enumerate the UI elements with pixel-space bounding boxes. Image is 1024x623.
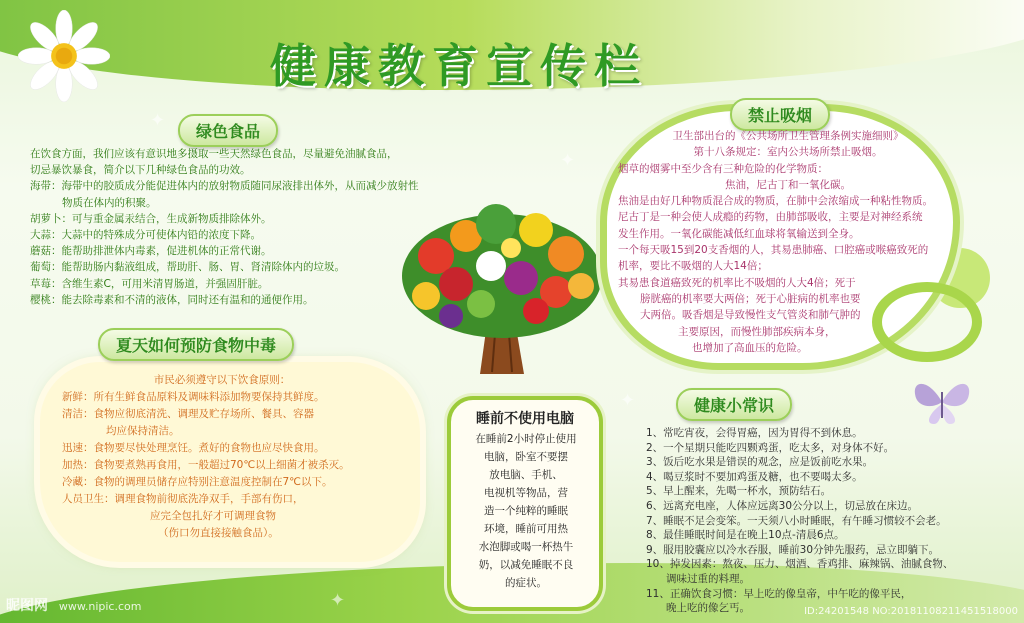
green-food-line: 大蒜：大蒜中的特殊成分可使体内铅的浓度下降。 [30,229,261,242]
summer-line: 市民必须遵守以下饮食原则： [153,374,291,386]
summer-line: 新鲜：所有生鲜食品原料及调味料添加物要保持其鲜度。 [62,391,325,403]
green-food-line: 草莓：含维生素C，可用米清胃肠道，并强固肝脏。 [30,277,269,290]
star-icon: ✦ [150,110,166,131]
smoking-line: 发生作用。一氧化碳能减低红血球将氧输送到全身。 [618,227,860,240]
computer-line: 水泡脚或喝一杯热牛 [478,541,574,553]
summer-line: 应完全包扎好才可调理食物 [150,510,276,522]
computer-line: 环境，睡前可用热 [484,523,568,535]
summer-line: 加热：食物要煮熟再食用，一般超过70℃以上细菌才被杀灭。 [62,459,350,471]
smoking-line: 一个每天吸15到20支香烟的人，其易患肺癌、口腔癌或喉癌致死的 [618,244,929,257]
summer-line: 人员卫生：调理食物前彻底洗净双手，手部有伤口， [62,493,304,505]
summer-line: 均应保持清洁。 [106,425,180,437]
tips-label: 健康小常识 [676,388,792,421]
smoking-label: 禁止吸烟 [730,98,830,131]
green-food-line: 切忌暴饮暴食，简介以下几种绿色食品的功效。 [30,164,251,177]
smoking-line: 也增加了高血压的危险。 [692,341,808,354]
smoking-line: 焦油是由好几种物质混合成的物质，在肺中会浓缩成一种粘性物质。 [618,195,933,208]
tips-line: 4、喝豆浆时不要加鸡蛋及糖，也不要喝太多。 [646,470,863,483]
tips-line: 3、饭后吃水果是错误的观念，应是饭前吃水果。 [646,456,874,469]
smoking-line: 尼古丁是一种会使人成瘾的药物，由肺部吸收，主要是对神经系统 [618,211,923,224]
tips-line: 调味过重的料理。 [666,572,750,585]
watermark-url: www.nipic.com [58,600,142,613]
computer-text [460,430,592,592]
tips-line: 晚上吃的像乞丐。 [666,602,750,615]
smoking-line: 第十八条规定：室内公共场所禁止吸烟。 [693,146,883,159]
summer-line: 迅速：食物要尽快处理烹饪。煮好的食物也应尽快食用。 [62,442,325,454]
star-icon: ✦ [620,390,636,411]
page-title: 健康教育宣传栏 [270,39,648,93]
green-food-line: 在饮食方面，我们应该有意识地多摄取一些天然绿色食品，尽量避免油腻食品， [30,148,398,160]
tips-line: 10、掉发因素：熬夜、压力、烟酒、香鸡排、麻辣锅、油腻食物、 [646,558,954,571]
tips-line: 5、早上醒来，先喝一杯水，预防结石。 [646,485,832,498]
watermark-logo-text: 昵图网 [6,598,48,614]
summer-line: （伤口勿直接接触食品）。 [158,527,279,539]
green-food-line: 海带：海带中的胶质成分能促进体内的放射物质随同尿液排出体外，从而减少放射性 [30,180,419,193]
tips-line: 1、常吃宵夜，会得胃癌，因为胃得不到休息。 [646,427,863,439]
computer-line: 奶，以减免睡眠不良 [478,559,574,571]
computer-line: 的症状。 [505,577,547,589]
smoking-line: 卫生部出台的《公共场所卫生管理条例实施细则》 [672,130,904,142]
smoking-line: 膀胱癌的机率要大两倍；死于心脏病的机率也要 [640,292,861,305]
summer-line: 清洁：食物应彻底清洗、调理及贮存场所、餐具、容器 [62,408,314,420]
tips-line: 11、正确饮食习惯：早上吃的像皇帝，中午吃的像平民， [646,587,912,600]
computer-title: 睡前不使用电脑 [476,411,574,427]
summer-line: 冷藏：食物的调理员储存应特别注意温度控制在7℃以下。 [62,476,333,488]
tips-line: 6、远离充电座，人体应远离30公分以上，切忌放在床边。 [646,499,919,512]
smoking-line: 机率，要比不吸烟的人大14倍； [618,260,768,273]
green-food-line: 物质在体内的积聚。 [62,196,157,209]
smoking-line: 大两倍。吸香烟是导致慢性支气管炎和肺气肿的 [640,309,861,322]
fruit-tree-illustration [396,196,608,376]
computer-line: 放电脑、手机、 [489,469,563,481]
summer-label: 夏天如何预防食物中毒 [98,328,294,361]
green-food-line: 樱桃：能去除毒素和不清的液体，同时还有温和的通便作用。 [30,293,314,306]
computer-line: 电脑，卧室不要摆 [484,451,568,463]
green-food-line: 蘑菇：能帮助排泄体内毒素，促进机体的正常代谢。 [30,245,272,258]
green-food-line: 胡萝卜：可与重金属汞结合，生成新物质排除体外。 [30,212,272,225]
green-food-line: 葡萄：能帮助肠内黏液组成，帮助肝、肠、胃、肾清除体内的垃圾。 [30,261,345,274]
tips-text [646,426,1018,616]
tips-line: 7、睡眠不足会变笨。一天须八小时睡眠，有午睡习惯较不会老。 [646,514,947,527]
computer-line: 在睡前2小时停止使用 [475,433,577,445]
daisy-flower-icon [18,10,110,102]
summer-text [62,372,422,542]
butterfly-icon [908,372,976,428]
watermark-id: ID:24201548 NO:20181108211451518000 [804,606,1018,617]
star-icon: ✦ [330,590,346,611]
smoking-line: 烟草的烟雾中至少含有三种危险的化学物质： [618,162,828,175]
computer-line: 电视机等物品，营 [484,487,568,499]
star-icon: ✦ [560,150,576,171]
smoking-line: 其易患食道癌致死的机率比不吸烟的人大4倍；死于 [618,276,856,289]
tips-line: 8、最佳睡眠时间是在晚上10点-清晨6点。 [646,529,845,542]
smoking-line: 焦油，尼古丁和一氧化碳。 [725,178,851,191]
tips-line: 9、服用胶囊应以冷水吞服，睡前30分钟先服药，忌立即躺下。 [646,543,940,556]
computer-line: 造一个纯粹的睡眠 [484,505,568,517]
tips-line: 2、一个星期只能吃四颗鸡蛋，吃太多，对身体不好。 [646,441,895,454]
smoking-line: 主要原因，而慢性肺部疾病本身， [678,325,836,338]
watermark-logo [6,595,141,615]
green-food-label: 绿色食品 [178,114,278,147]
smoking-text [618,128,958,356]
